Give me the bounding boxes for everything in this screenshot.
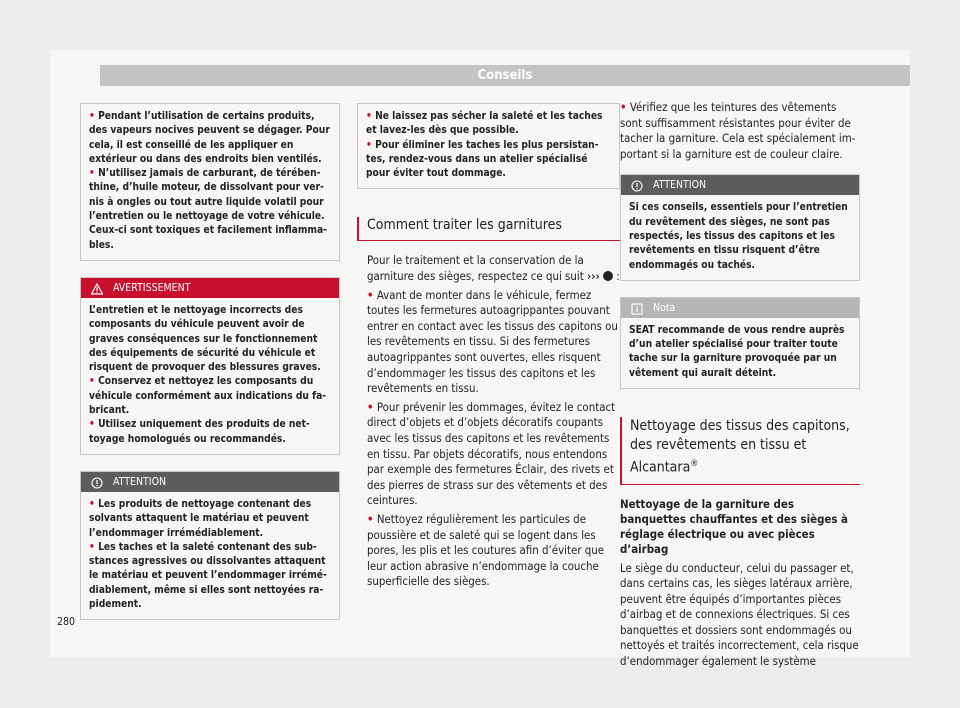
attention-box-right — [620, 174, 860, 280]
list-item: • Nettoyez régulièrement les particules de poussière et de saleté qui se logent dans les pores, les plis et les coutures afin d’éviter que leur action abrasive n’endommage la couche superficielle des sièges. — [367, 511, 605, 589]
section-heading — [357, 217, 620, 241]
warning-box — [80, 277, 340, 455]
attention-box — [80, 471, 340, 620]
list-item: • Pour prévenir les dommages, évitez le contact direct d’objets et d’objets décoratifs coupants avec les tissus des capitons et les revêtements en tissu. Par objets décoratifs, nous entendons par exemple des fermetures Éclair, des rivets et des pierres de strass sur des vêtements et des ceintures. — [367, 399, 616, 508]
column-left — [80, 103, 340, 620]
body-paragraph: Le siège du conducteur, celui du passager et, dans certains cas, les sièges latéraux arrière, peuvent être équipés d’importantes pièces d’airbag et de connexions électriques. Si ces banquettes et dossiers sont endommagés ou nettoyés et traités incorrectement, cela risque d’endommager également le système — [620, 560, 859, 669]
exclamation-circle-icon — [631, 179, 643, 191]
exclamation-circle-icon — [91, 476, 103, 488]
attention-header: ATTENTION — [81, 472, 339, 492]
section-divider — [620, 484, 860, 485]
list-item: • Conservez et nettoyez les composants du véhicule conformément aux indications du fabricant. — [89, 376, 327, 417]
warning-text: L’entretien et le nettoyage incorrects des composants du véhicule peuvent avoir de graves conséquences sur le fonctionnement des équipements de sécurité du véhicule et risquent de provoquer des blessures graves. — [89, 304, 321, 374]
list-item: • Les produits de nettoyage contenant des solvants attaquent le matériau et peuvent l’endommager irrémédiablement. — [89, 498, 312, 539]
column-middle — [357, 103, 620, 590]
section-divider — [357, 240, 620, 241]
note-box-intro — [80, 103, 340, 261]
note-box-continued — [357, 103, 620, 189]
list-item: • Utilisez uniquement des produits de nettoyage homologués ou recommandés. — [89, 419, 310, 445]
section-body — [357, 253, 620, 589]
list-item: • N’utilisez jamais de carburant, de térébenthine, d’huile moteur, de dissolvant pour vernis à ongles ou tout autre liquide volatil pour l’entretien ou le nettoyage de votre véhicule. Ceux-ci sont toxiques et facilement inflammables. — [89, 168, 327, 251]
list-item: • Les taches et la saleté contenant des substances agressives ou dissolvantes attaquent le matériau et peuvent l’endommager irrémédiablement, même si elles sont nettoyées rapidement. — [89, 541, 327, 611]
sub-heading: Nettoyage de la garniture des banquettes chauffantes et des sièges à réglage électrique ou avec pièces d’airbag — [620, 496, 848, 557]
nota-text: SEAT recommande de vous rendre auprès d’un atelier spécialisé pour traiter toute tache sur la garniture provoquée par un vêtement qui aurait déteint. — [629, 324, 845, 379]
list-item: • Pour éliminer les taches les plus persistantes, rendez-vous dans un atelier spécialisé pour éviter tout dommage. — [366, 139, 599, 180]
nota-box — [620, 297, 860, 389]
nota-header: Nota — [621, 298, 859, 318]
list-item: • Avant de monter dans le véhicule, fermez toutes les fermetures autoagrippantes pouvant entrer en contact avec les tissus des capitons ou les revêtements en tissu. Si des fermetures autoagrippantes sont ouvertes, elles risquent d’endommager les tissus des capitons et les revêtements en tissu. — [367, 287, 618, 396]
see-more-arrows-icon[interactable]: ››› — [587, 269, 600, 284]
attention-circle-icon — [603, 271, 613, 281]
section-title: Nettoyage des tissus des capitons, des revêtements en tissu et Alcantara® — [620, 417, 860, 484]
section-body-2 — [620, 497, 860, 670]
column-right — [620, 100, 860, 670]
info-icon — [631, 302, 643, 314]
list-item: • Vérifiez que les teintures des vêtements sont suffisamment résistantes pour éviter de tacher la garniture. Cela est spécialement important si la garniture est de couleur claire. — [620, 100, 856, 161]
warning-triangle-icon — [91, 282, 103, 294]
section-title: Comment traiter les garnitures — [357, 217, 620, 240]
attention-header: ATTENTION — [621, 175, 859, 195]
manual-page — [50, 50, 910, 669]
section-heading-2 — [620, 417, 860, 485]
list-item: • Pendant l’utilisation de certains produits, des vapeurs nocives peuvent se dégager. Pour cela, il est conseillé de les appliquer en extérieur ou dans des endroits bien ventilés. — [89, 111, 330, 165]
warning-header: AVERTISSEMENT — [81, 278, 339, 298]
page-number: 280 — [57, 616, 76, 628]
page-header: Conseils — [100, 65, 910, 86]
list-item: • Ne laissez pas sécher la saleté et les taches et lavez-les dès que possible. — [366, 111, 603, 137]
intro-paragraph: Pour le traitement et la conservation de la garniture des sièges, respectez ce qui suit ››› : — [367, 253, 620, 284]
attention-text: Si ces conseils, essentiels pour l’entretien du revêtement des sièges, ne sont pas respectés, les tissus des capitons et les revêtements en tissu risquent d’être endommagés ou tachés. — [629, 202, 848, 271]
